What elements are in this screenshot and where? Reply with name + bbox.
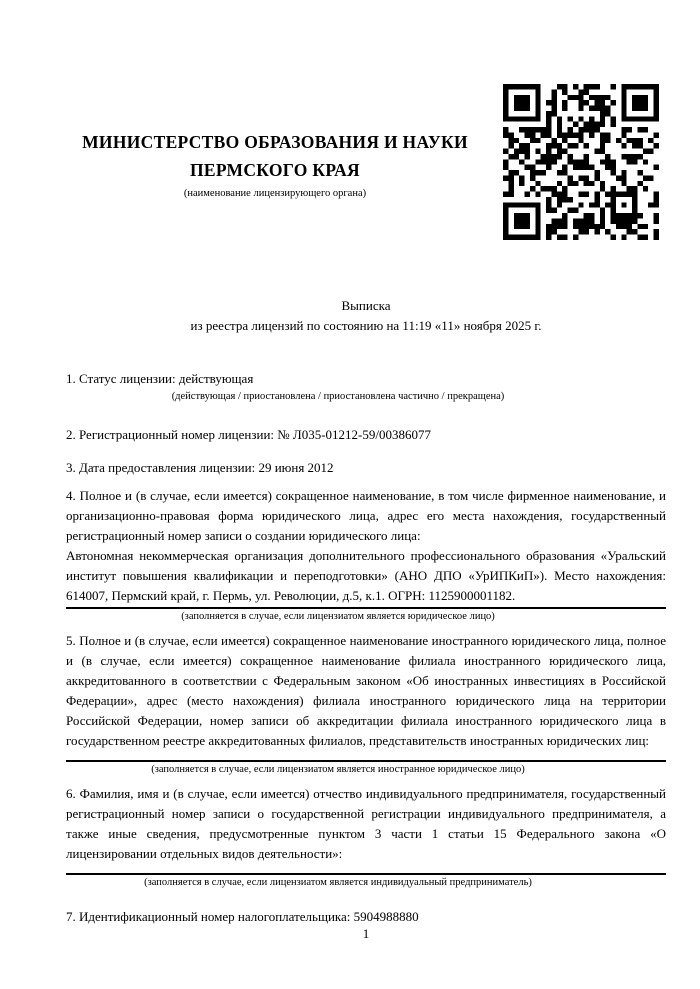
individual-entrepreneur-value-field: [66, 864, 666, 875]
foreign-entity-label: 5. Полное и (в случае, если имеется) сокращенное наименование иностранного юридического лица, полное и (в случае, если имеется) сокращенное наименование филиала иностранного юридического лица, аккредитованного в соответствии с Федеральным законом «Об иностранных инвестициях в Российской Федерации», адрес (место нахождения) филиала иностранного юридического лица на территории Российской Федерации, номер записи об аккредитации филиала иностранного юридического лица в государственном реестре аккредитованных филиалов, представительств иностранных юридических лиц:: [66, 633, 666, 748]
legal-entity-label: 4. Полное и (в случае, если имеется) сокращенное наименование, в том числе фирменное наименование, и организационно-правовая форма юридического лица, адрес его места нахождения, государственный регистрационный номер записи о создании юридического лица:: [66, 488, 666, 543]
foreign-entity-note: (заполняется в случае, если лицензиатом является иностранное юридическое лицо): [151, 764, 525, 775]
taxpayer-id-text: 7. Идентификационный номер налогоплательщика: 5904988880: [66, 909, 419, 924]
licensing-authority-header: [30, 128, 520, 200]
license-status-text: 1. Статус лицензии: действующая: [66, 371, 254, 386]
licensing-authority-caption: (наименование лицензирующего органа): [183, 188, 367, 199]
legal-entity-section: [66, 486, 666, 623]
legal-entity-value: Автономная некоммерческая организация дополнительного профессионального образования «Уральский институт повышения квалификации и переподготовки» (АНО ДПО «УрИПКиП»). Место нахождения: 614007, Пермский край, г. Пермь, ул. Революции, д.5, к.1. ОГРН: 1125900001182.: [66, 548, 666, 603]
legal-entity-note: (заполняется в случае, если лицензиатом является юридическое лицо): [181, 611, 495, 622]
license-status-note: (действующая / приостановлена / приостановлена частично / прекращена): [171, 391, 505, 402]
page-number: 1: [362, 926, 370, 941]
individual-entrepreneur-section: [66, 784, 666, 889]
individual-entrepreneur-note: (заполняется в случае, если лицензиатом является индивидуальный предприниматель): [144, 877, 532, 888]
grant-date-text: 3. Дата предоставления лицензии: 29 июня 2012: [66, 460, 334, 475]
grant-date-section: [66, 458, 666, 478]
registration-number-section: [66, 425, 666, 445]
individual-entrepreneur-label: 6. Фамилия, имя и (в случае, если имеется) отчество индивидуального предпринимателя, государственный регистрационный номер записи о государственной регистрации индивидуального предпринимателя, а также иные сведения, предусмотренные пунктом 3 части 1 статьи 15 Федерального закона «О лицензировании отдельных видов деятельности»:: [66, 786, 666, 861]
foreign-entity-value-field: [66, 751, 666, 762]
ministry-name-line1: МИНИСТЕРСТВО ОБРАЗОВАНИЯ И НАУКИ: [82, 132, 468, 152]
registration-number-text: 2. Регистрационный номер лицензии: № Л035-01212-59/00386077: [66, 427, 432, 442]
document-body: [66, 296, 666, 927]
license-status-section: [66, 369, 666, 403]
legal-entity-value-field: [66, 546, 666, 609]
document-title: [66, 296, 666, 336]
document-title-line2: из реестра лицензий по состоянию на 11:19 «11» ноября 2025 г.: [190, 318, 542, 333]
foreign-entity-section: [66, 631, 666, 776]
ministry-name-line2: ПЕРМСКОГО КРАЯ: [190, 160, 360, 180]
qr-code: [503, 84, 659, 240]
document-title-line1: Выписка: [341, 298, 391, 313]
